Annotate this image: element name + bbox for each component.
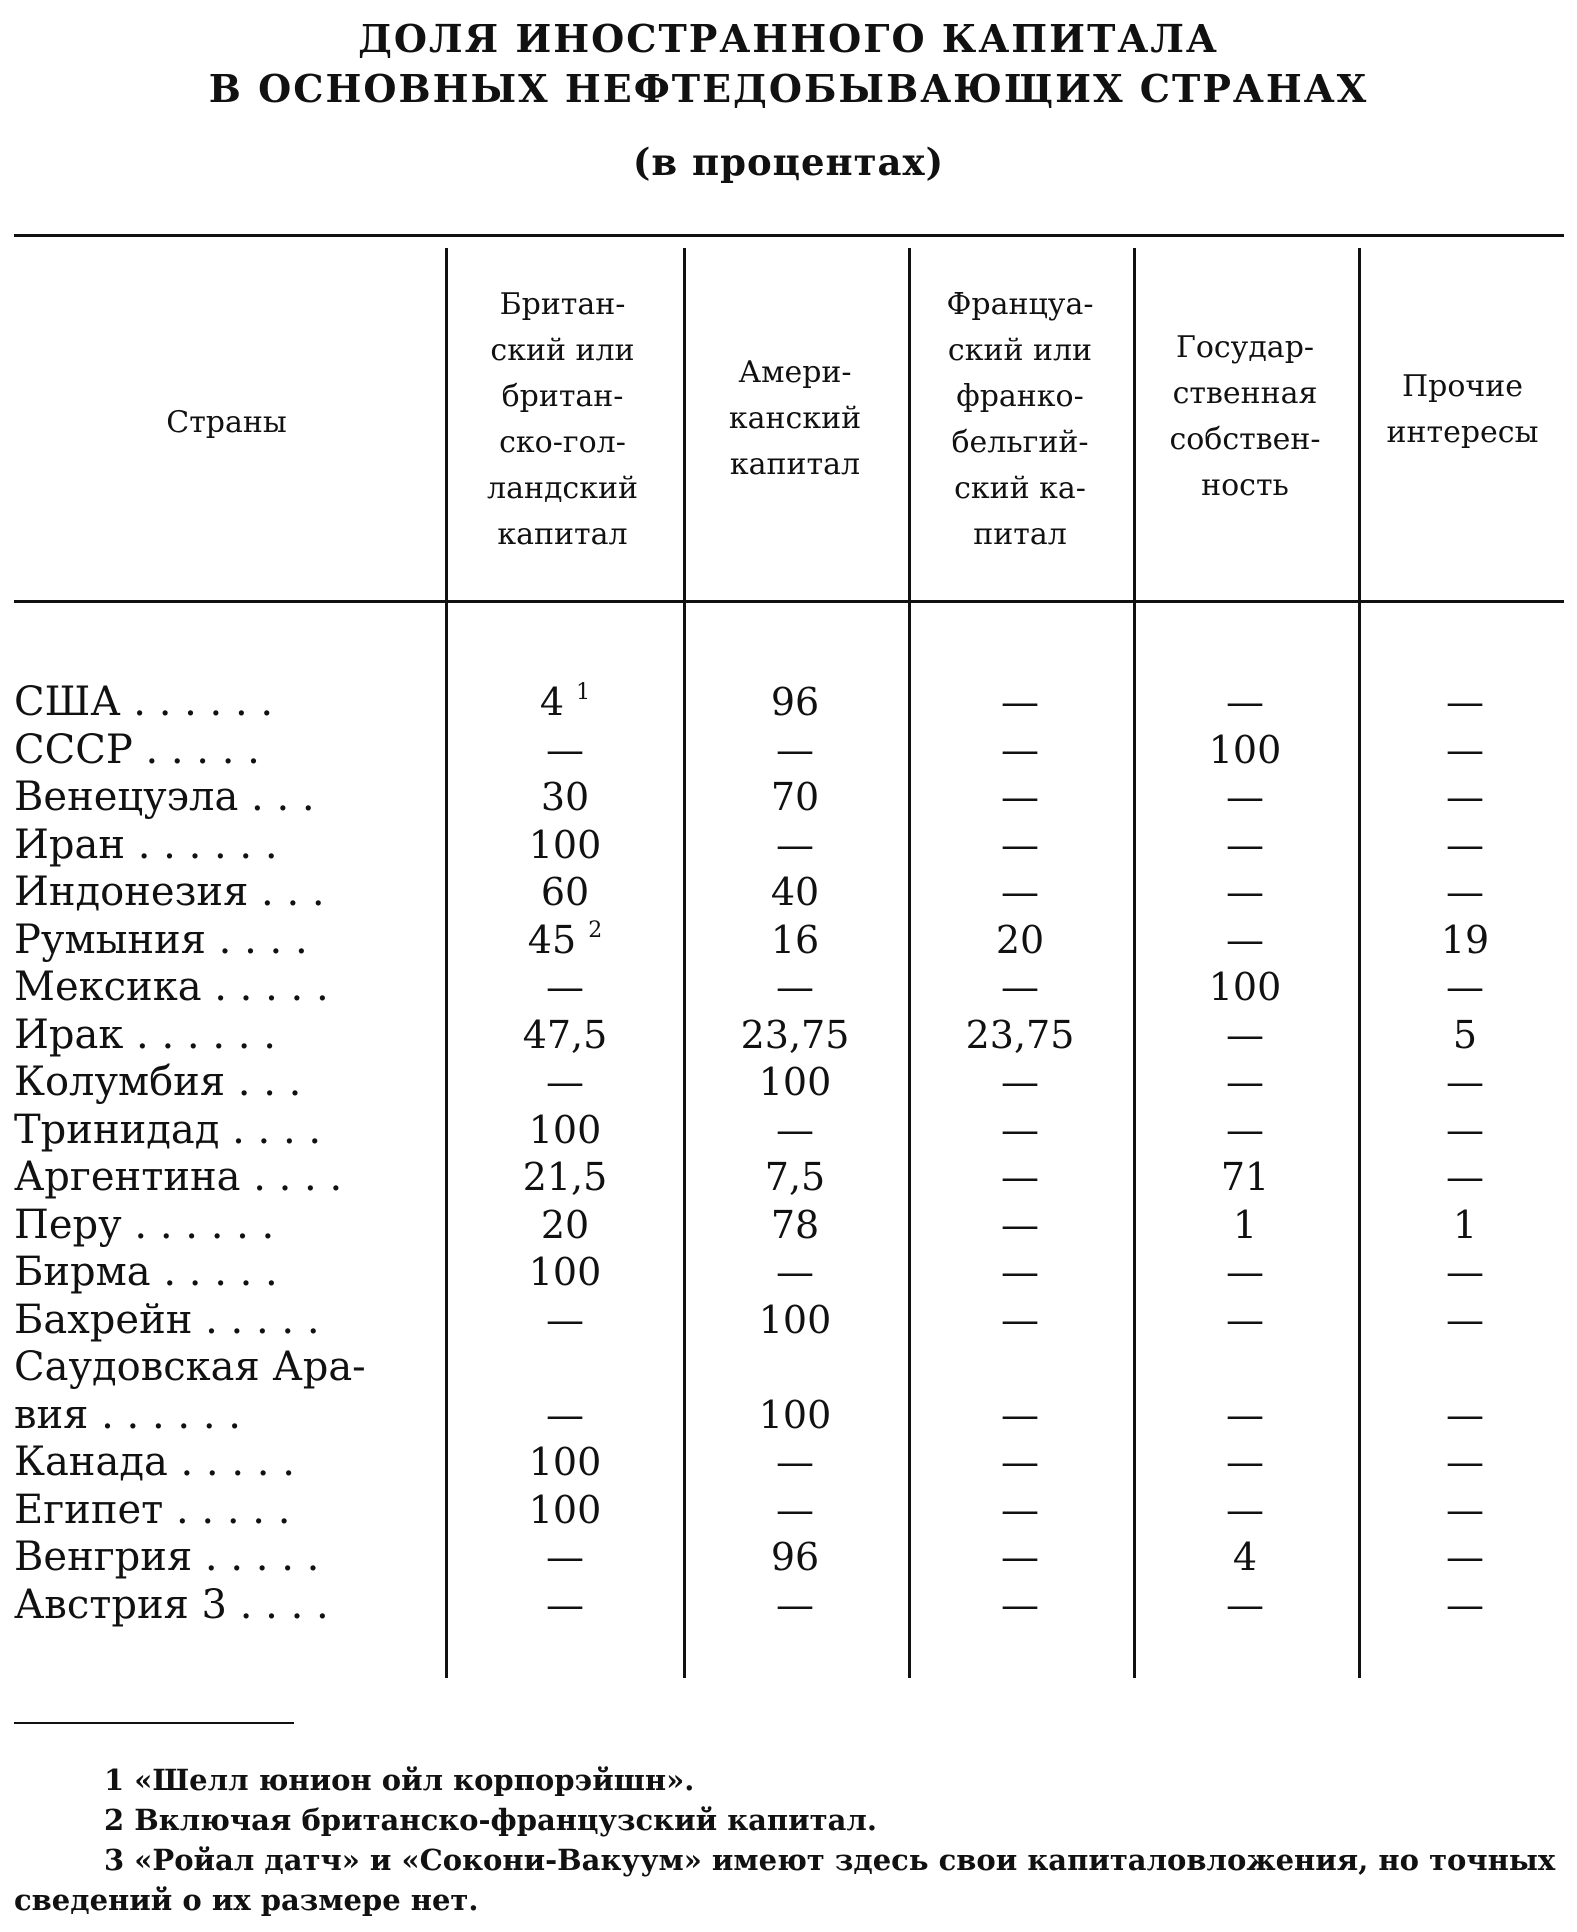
- cell-value: —: [546, 1297, 584, 1342]
- table-cell: [1355, 963, 1575, 1011]
- cell-value: —: [1446, 1155, 1484, 1199]
- cell-value: —: [1001, 1440, 1039, 1484]
- header-american: Амери- канский капитал: [728, 355, 862, 482]
- table-cell: [455, 1153, 675, 1201]
- table-cell: [1355, 1486, 1575, 1534]
- table-cell: [1135, 773, 1355, 821]
- table-cell: [455, 1201, 675, 1249]
- table-cell: [1355, 916, 1575, 964]
- table-cell: [910, 1391, 1130, 1439]
- cell-value: —: [1446, 1250, 1484, 1294]
- cell-value: 100: [528, 1107, 602, 1152]
- table-cell: [1135, 1533, 1355, 1581]
- table-row-country: Румыния . . . .: [14, 916, 308, 963]
- cell-value: —: [1446, 1487, 1484, 1532]
- cell-value: —: [1001, 822, 1039, 867]
- cell-value: 40: [770, 870, 820, 914]
- footnote-3: 3 «Ройал датч» и «Сокони-Вакуум» имеют здесь свои капиталовложения, но точных сведений о их размере нет.: [14, 1843, 1556, 1917]
- cell-value: 60: [540, 870, 590, 914]
- cell-value: —: [1446, 822, 1484, 867]
- table-cell: [910, 868, 1130, 916]
- cell-value: —: [546, 1392, 584, 1437]
- cell-value: —: [1001, 1535, 1039, 1579]
- table-cell: [910, 678, 1130, 726]
- cell-value: —: [1226, 1582, 1264, 1627]
- cell-value: 100: [1208, 727, 1282, 772]
- table-cell: [685, 1058, 905, 1106]
- cell-value: —: [1446, 775, 1484, 819]
- cell-value: —: [1226, 680, 1264, 724]
- table-cell: [1355, 1248, 1575, 1296]
- footnote-marker: 1: [576, 680, 591, 705]
- cell-value: —: [1001, 965, 1039, 1009]
- cell-value: —: [1446, 965, 1484, 1009]
- table-header-rule: [14, 600, 1564, 603]
- cell-value: —: [1001, 1155, 1039, 1199]
- table-cell: [685, 916, 905, 964]
- table-cell: [685, 1106, 905, 1154]
- footnote-2: 2 Включая британско-французский капитал.: [104, 1803, 877, 1837]
- cell-value: —: [1226, 1107, 1264, 1152]
- cell-value: —: [1226, 1297, 1264, 1342]
- table-cell: [910, 963, 1130, 1011]
- table-cell: [1355, 1153, 1575, 1201]
- table-cell: [685, 773, 905, 821]
- cell-value: —: [1446, 1297, 1484, 1342]
- table-cell: [1355, 773, 1575, 821]
- table-cell: [1135, 963, 1355, 1011]
- cell-value: —: [776, 1582, 814, 1627]
- table-cell: [1355, 868, 1575, 916]
- cell-value: 100: [1208, 965, 1282, 1009]
- header-british: Британ- ский или британ- ско-гол- ландский капитал: [487, 287, 638, 552]
- cell-value: —: [776, 1487, 814, 1532]
- table-cell: [455, 1106, 675, 1154]
- table-row-country: Бахрейн . . . . .: [14, 1296, 320, 1343]
- table-cell: [685, 821, 905, 869]
- table-cell: [685, 678, 905, 726]
- cell-value: —: [1446, 1440, 1484, 1484]
- table-cell: [910, 1533, 1130, 1581]
- cell-value: —: [1001, 1060, 1039, 1104]
- table-cell: [455, 1058, 675, 1106]
- footnote-1: 1 «Шелл юнион ойл корпорэйшн».: [104, 1763, 695, 1797]
- table-cell: [910, 916, 1130, 964]
- table-cell: [1135, 1391, 1355, 1439]
- cell-value: —: [776, 1250, 814, 1294]
- table-row-country: Венгрия . . . . .: [14, 1534, 320, 1580]
- table-row-country: Иран . . . . . .: [14, 821, 278, 868]
- title-unit: (в процентах): [632, 140, 945, 184]
- table-cell: [1355, 1391, 1575, 1439]
- cell-value: 4: [1232, 1535, 1258, 1579]
- cell-value: 16: [770, 917, 820, 962]
- table-cell: [455, 1533, 675, 1581]
- table-row-country: Канада . . . . .: [14, 1439, 295, 1485]
- cell-value: 100: [758, 1297, 832, 1342]
- table-cell: [910, 1058, 1130, 1106]
- table-cell: [455, 1296, 675, 1344]
- cell-value: —: [1001, 1487, 1039, 1532]
- table-top-rule: [14, 234, 1564, 237]
- table-cell: [1135, 1296, 1355, 1344]
- table-cell: [455, 868, 675, 916]
- cell-value: 70: [770, 775, 820, 819]
- table-row-country: США . . . . . .: [14, 679, 274, 725]
- cell-value: 96: [770, 680, 820, 724]
- table-row-country: Аргентина . . . .: [14, 1154, 343, 1200]
- table-cell: [1355, 1296, 1575, 1344]
- cell-value: —: [1446, 680, 1484, 724]
- cell-value: —: [1446, 1392, 1484, 1437]
- cell-value: —: [1001, 870, 1039, 914]
- table-cell: [685, 1438, 905, 1486]
- table-row-country: Венецуэла . . .: [14, 774, 315, 820]
- cell-value: 71: [1220, 1155, 1270, 1199]
- table-row-country: СССР . . . . .: [14, 726, 260, 773]
- table-cell: [1355, 678, 1575, 726]
- cell-value: 30: [540, 775, 590, 819]
- table-cell: [455, 1438, 675, 1486]
- cell-value: —: [1001, 1297, 1039, 1342]
- cell-value: 21,5: [522, 1155, 608, 1199]
- cell-value: 100: [528, 1440, 602, 1484]
- table-cell: [685, 868, 905, 916]
- cell-value: 100: [528, 1487, 602, 1532]
- table-cell: [1135, 1438, 1355, 1486]
- table-cell: [1135, 1106, 1355, 1154]
- cell-value: —: [1001, 1250, 1039, 1294]
- table-cell: [1355, 1438, 1575, 1486]
- table-cell: [910, 1153, 1130, 1201]
- table-cell: [1135, 726, 1355, 774]
- cell-value: 100: [758, 1060, 832, 1104]
- cell-value: 20: [540, 1202, 590, 1247]
- cell-value: 96: [770, 1535, 820, 1579]
- cell-value: 20: [995, 917, 1045, 962]
- cell-value: —: [1446, 870, 1484, 914]
- cell-value: 4: [539, 680, 565, 724]
- table-cell: [685, 1153, 905, 1201]
- cell-value: —: [776, 822, 814, 867]
- header-other: Прочие интересы: [1386, 369, 1539, 450]
- cell-value: —: [1446, 1535, 1484, 1579]
- table-cell: [910, 1201, 1130, 1249]
- table-cell: [685, 1533, 905, 1581]
- table-cell: [910, 1438, 1130, 1486]
- table-cell: [1135, 1486, 1355, 1534]
- cell-value: —: [1226, 1440, 1264, 1484]
- cell-value: —: [1226, 870, 1264, 914]
- table-cell: [455, 726, 675, 774]
- table-cell: [910, 1106, 1130, 1154]
- table-cell: [685, 1011, 905, 1059]
- cell-value: —: [1001, 1582, 1039, 1627]
- cell-value: 100: [758, 1392, 832, 1437]
- table-row-country: Саудовская Ара- вия . . . . . .: [14, 1344, 366, 1438]
- table-cell: [685, 1296, 905, 1344]
- cell-value: —: [1001, 727, 1039, 772]
- cell-value: —: [546, 1535, 584, 1579]
- cell-value: —: [1446, 1060, 1484, 1104]
- cell-value: —: [546, 1582, 584, 1627]
- cell-value: 47,5: [522, 1012, 608, 1057]
- cell-value: —: [546, 1060, 584, 1104]
- table-cell: [455, 916, 675, 964]
- cell-value: —: [1001, 775, 1039, 819]
- cell-value: —: [1226, 775, 1264, 819]
- table-cell: [910, 1296, 1130, 1344]
- table-cell: [685, 726, 905, 774]
- table-cell: [455, 773, 675, 821]
- table-row-country: Индонезия . . .: [14, 869, 325, 915]
- footnote-marker: 2: [588, 917, 603, 943]
- cell-value: —: [1001, 680, 1039, 724]
- table-cell: [1135, 1248, 1355, 1296]
- footnote-rule: [14, 1722, 294, 1724]
- table-cell: [455, 1248, 675, 1296]
- table-row-country: Ирак . . . . . .: [14, 1011, 276, 1058]
- cell-value: —: [546, 727, 584, 772]
- table-cell: [455, 1391, 675, 1439]
- table-row-country: Мексика . . . . .: [14, 964, 329, 1010]
- table-cell: [455, 1486, 675, 1534]
- table-row-country: Колумбия . . .: [14, 1059, 302, 1105]
- table-cell: [1355, 1011, 1575, 1059]
- cell-value: —: [1001, 1107, 1039, 1152]
- table-cell: [685, 1581, 905, 1629]
- cell-value: —: [1226, 1012, 1264, 1057]
- header-countries: Страны: [166, 405, 287, 440]
- table-row-country: Египет . . . . .: [14, 1486, 291, 1533]
- cell-value: —: [1226, 1060, 1264, 1104]
- table-cell: [685, 963, 905, 1011]
- table-cell: [1135, 678, 1355, 726]
- cell-value: —: [776, 727, 814, 772]
- table-cell: [1135, 916, 1355, 964]
- cell-value: —: [1226, 917, 1264, 962]
- table-cell: [1355, 821, 1575, 869]
- table-cell: [455, 821, 675, 869]
- table-cell: [1135, 868, 1355, 916]
- table-cell: [1135, 821, 1355, 869]
- table-cell: [910, 1581, 1130, 1629]
- table-cell: [685, 1486, 905, 1534]
- cell-value: 1: [1232, 1202, 1258, 1247]
- table-row-country: Австрия 3 . . . .: [14, 1581, 329, 1628]
- cell-value: —: [1001, 1202, 1039, 1247]
- cell-value: —: [1001, 1392, 1039, 1437]
- cell-value: 100: [528, 822, 602, 867]
- table-cell: [910, 773, 1130, 821]
- cell-value: —: [1226, 1487, 1264, 1532]
- table-row-country: Перу . . . . . .: [14, 1201, 275, 1248]
- table-cell: [910, 726, 1130, 774]
- table-cell: [1135, 1201, 1355, 1249]
- cell-value: 78: [770, 1202, 820, 1247]
- table-cell: [1355, 726, 1575, 774]
- header-state: Государ- ственная собствен- ность: [1169, 330, 1321, 503]
- table-cell: [1355, 1201, 1575, 1249]
- cell-value: 19: [1440, 917, 1490, 962]
- table-cell: [1355, 1058, 1575, 1106]
- table-row-country: Бирма . . . . .: [14, 1249, 278, 1295]
- cell-value: 23,75: [965, 1012, 1075, 1057]
- table-cell: [1355, 1533, 1575, 1581]
- table-row-country: Тринидад . . . .: [14, 1106, 322, 1153]
- table-cell: [1135, 1011, 1355, 1059]
- table-cell: [910, 821, 1130, 869]
- cell-value: —: [1446, 1582, 1484, 1627]
- table-cell: [1135, 1058, 1355, 1106]
- header-french: Француа- ский или франко- бельгий- ский ка- питал: [946, 287, 1094, 552]
- cell-value: 5: [1452, 1012, 1478, 1057]
- cell-value: —: [1226, 1250, 1264, 1294]
- cell-value: —: [776, 1440, 814, 1484]
- table-cell: [910, 1248, 1130, 1296]
- table-cell: [910, 1011, 1130, 1059]
- table-cell: [1355, 1581, 1575, 1629]
- cell-value: 23,75: [740, 1012, 850, 1057]
- table-cell: [455, 678, 675, 726]
- cell-value: 1: [1452, 1202, 1478, 1247]
- table-cell: [455, 963, 675, 1011]
- cell-value: —: [546, 965, 584, 1009]
- table-cell: [685, 1248, 905, 1296]
- cell-value: —: [776, 1107, 814, 1152]
- cell-value: —: [1446, 727, 1484, 772]
- cell-value: 100: [528, 1250, 602, 1294]
- cell-value: 7,5: [764, 1155, 826, 1199]
- table-cell: [1355, 1106, 1575, 1154]
- cell-value: —: [776, 965, 814, 1009]
- table-cell: [910, 1486, 1130, 1534]
- table-cell: [1135, 1581, 1355, 1629]
- table-cell: [1135, 1153, 1355, 1201]
- title-line-1: ДОЛЯ ИНОСТРАННОГО КАПИТАЛА: [358, 16, 1219, 61]
- cell-value: 45: [527, 917, 577, 962]
- cell-value: —: [1446, 1107, 1484, 1152]
- table-cell: [455, 1581, 675, 1629]
- cell-value: —: [1226, 1392, 1264, 1437]
- cell-value: —: [1226, 822, 1264, 867]
- title-line-2: В ОСНОВНЫХ НЕФТЕДОБЫВАЮЩИХ СТРАНАХ: [208, 66, 1369, 111]
- table-cell: [685, 1201, 905, 1249]
- table-cell: [685, 1391, 905, 1439]
- table-cell: [455, 1011, 675, 1059]
